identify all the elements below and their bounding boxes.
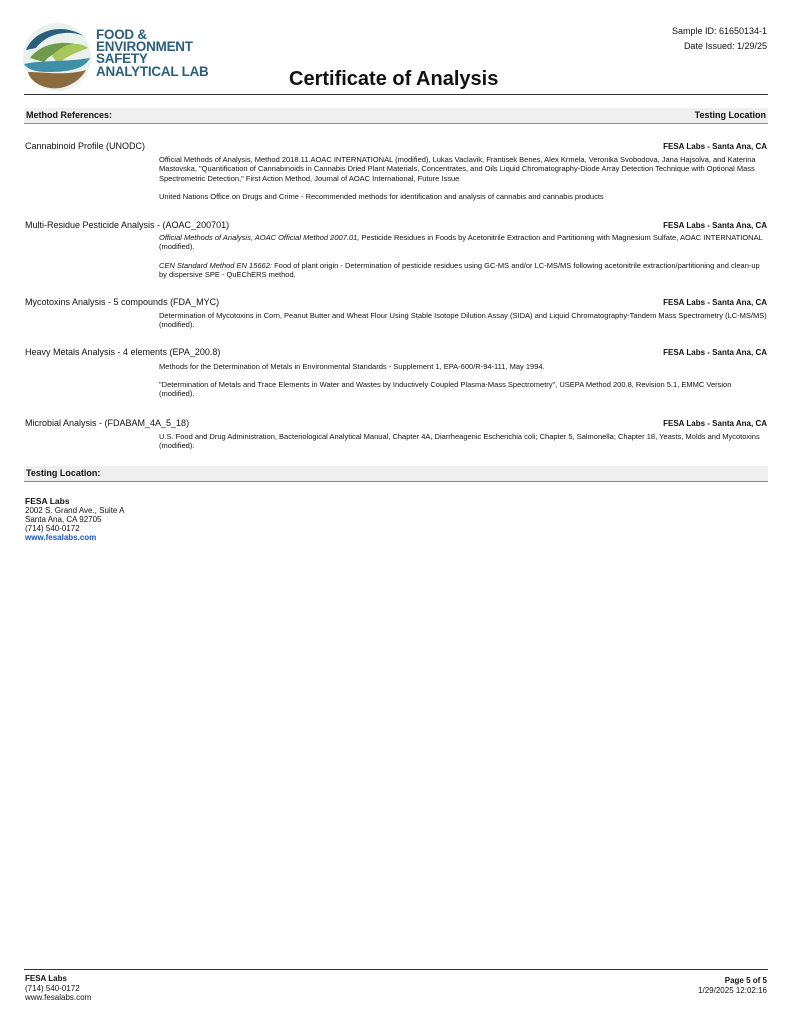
footer-timestamp: 1/29/2025 12:02:16 (698, 985, 767, 995)
footer-lab-name: FESA Labs (25, 974, 67, 983)
page-number: Page 5 of 5 (724, 976, 767, 985)
method-reference-text (159, 233, 767, 252)
method-location: FESA Labs - Santa Ana, CA (663, 348, 767, 357)
testing-location-column-label: Testing Location (694, 110, 766, 120)
date-issued: Date Issued: 1/29/25 (683, 41, 767, 51)
lab-address (25, 497, 124, 542)
footer-page-info (698, 976, 767, 995)
method-location: FESA Labs - Santa Ana, CA (663, 221, 767, 230)
footer-divider (24, 969, 768, 970)
method-references-header (24, 108, 768, 124)
method-reference-text: Methods for the Determination of Metals in Environmental Standards - Supplement 1, EPA-600/R-94-111, May 1994. (159, 362, 545, 371)
lab-address-name: FESA Labs (25, 496, 70, 506)
method-location: FESA Labs - Santa Ana, CA (663, 298, 767, 307)
lab-address-phone: (714) 540-0172 (25, 524, 80, 533)
sample-id: Sample ID: 61650134-1 (671, 26, 767, 36)
method-reference-text: United Nations Office on Drugs and Crime - Recommended methods for identification and analysis of cannabis and cannabis products (159, 192, 604, 201)
footer-phone: (714) 540-0172 (25, 983, 80, 993)
method-reference-text: Determination of Mycotoxins in Corn, Peanut Butter and Wheat Flour Using Stable Isotope Dilution Assay (SIDA) and Liquid Chromatography-Tandem Mass Spectrometry (LC-MS/MS) (modified). (159, 311, 767, 330)
lab-website-link[interactable]: www.fesalabs.com (25, 533, 97, 542)
testing-location-header (24, 466, 768, 482)
testing-location-label: Testing Location: (26, 468, 101, 478)
method-title: Cannabinoid Profile (UNODC) (25, 141, 146, 151)
method-reference-text: "Determination of Metals and Trace Elements in Water and Wastes by Inductively Coupled Plasma-Mass Spectrometry", USEPA Method 200.8, Revision 5.1, EMMC Version (modified). (159, 380, 732, 399)
lab-address-city: Santa Ana, CA 92705 (25, 515, 102, 524)
lab-name (96, 29, 209, 78)
method-reference-text (159, 261, 767, 280)
method-location: FESA Labs - Santa Ana, CA (663, 419, 767, 428)
method-location: FESA Labs - Santa Ana, CA (663, 142, 767, 151)
method-reference-body: Pesticide Residues in Foods by Acetonitrile Extraction and Partitioning with Magnesium Sulfate, AOAC INTERNATIONAL (modified). (159, 233, 763, 252)
lab-name-line: SAFETY (96, 51, 148, 67)
method-title: Multi-Residue Pesticide Analysis - (AOAC_200701) (25, 220, 230, 230)
lab-address-street: 2002 S. Grand Ave., Suite A (25, 506, 125, 515)
sample-info (672, 24, 767, 54)
page-title: Certificate of Analysis (289, 68, 499, 90)
method-title: Microbial Analysis - (FDABAM_4A_5_18) (25, 418, 190, 428)
method-title: Heavy Metals Analysis - 4 elements (EPA_200.8) (25, 347, 221, 357)
method-reference-body: Food of plant origin - Determination of pesticide residues using GC-MS and/or LC-MS/MS following acetonitrile extraction/partitioning and clean-up by dispersive SPE - QuEChERS method. (159, 261, 760, 280)
method-references-label: Method References: (26, 110, 113, 120)
lab-name-line: ENVIRONMENT (96, 39, 193, 55)
footer-url: www.fesalabs.com (25, 993, 92, 1002)
header-divider (24, 94, 768, 95)
method-reference-italic: Official Methods of Analysis, AOAC Official Method 2007.01, (159, 233, 360, 242)
method-reference-text: Official Methods of Analysis, Method 2018.11.AOAC INTERNATIONAL (modified), Lukas Vaclavik, Frantisek Benes, Alex Krmela, Veronika Svobodova, Jana Hajsolva, and Katerina Mastovska, "Quantification of Cannabinoids in Cannabis Dried Plant Materials, Concentrates, and Oils Liquid Chromatography-Diode Array Detection Technique with Optional Mass Spectrometric Detection," First Action Method, Journal of AOAC International, Future Issue (159, 155, 756, 183)
lab-logo-icon (22, 22, 92, 92)
lab-name-line: FOOD & (96, 27, 147, 42)
lab-name-line: ANALYTICAL LAB (96, 63, 209, 79)
method-title: Mycotoxins Analysis - 5 compounds (FDA_MYC) (25, 297, 220, 307)
method-reference-text: U.S. Food and Drug Administration, Bacteriological Analytical Manual, Chapter 4A, Diarrheagenic Escherichia coli; Chapter 5, Salmonella; Chapter 18, Yeasts, Molds and Mycotoxins (modified). (159, 432, 760, 451)
method-reference-italic: CEN Standard Method EN 15662: (159, 261, 272, 270)
footer-contact (25, 974, 91, 1003)
